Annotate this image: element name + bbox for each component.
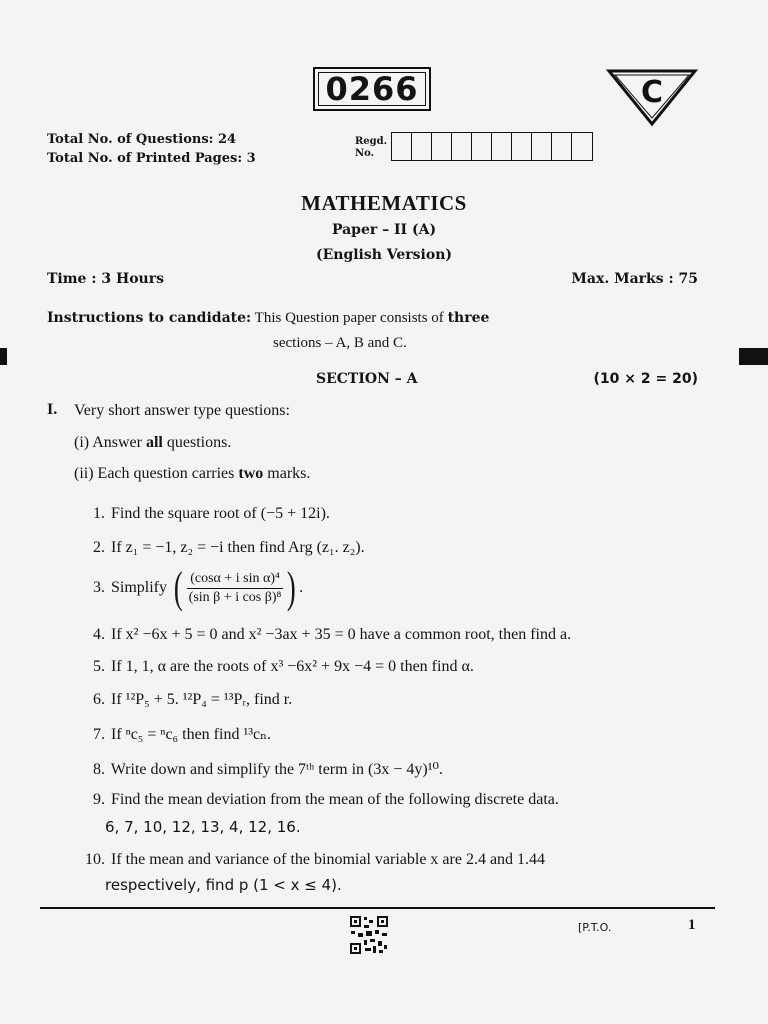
regd-label-line1: Regd. [355, 136, 388, 147]
instructions-label: Instructions to candidate: [47, 310, 252, 326]
question-8 [73, 759, 703, 779]
regd-digit-box[interactable] [452, 133, 472, 160]
question-text: Find the square root of (−5 + 12i). [111, 505, 330, 522]
regd-digit-box[interactable] [572, 133, 592, 160]
question-number: 5. [93, 658, 105, 675]
question-4 [73, 626, 703, 644]
fraction-expression [171, 563, 304, 612]
regd-digit-box[interactable] [512, 133, 532, 160]
question-text: If ¹²P₅ + 5. ¹²P₄ = ¹³Pᵣ, find r. [111, 691, 293, 708]
question-number: 10. [85, 851, 105, 868]
paper-code-box [313, 67, 431, 111]
subject-title: MATHEMATICS [301, 191, 467, 215]
question-1 [73, 505, 703, 523]
question-number: 9. [93, 791, 105, 808]
registration-mark-right [739, 348, 768, 365]
instructions-text-a: This Question paper consists of [251, 310, 448, 326]
max-marks: Max. Marks : 75 [571, 271, 698, 287]
set-letter: C [640, 75, 664, 110]
question-5 [73, 658, 703, 676]
sub-instruction-2 [74, 465, 310, 483]
regd-label [355, 136, 387, 160]
sub2-bold: two [238, 465, 264, 482]
question-text: If z₁ = −1, z₂ = −i then find Arg (z₁. z₂). [111, 539, 365, 556]
version-label: (English Version) [315, 247, 453, 263]
instructions-line1 [47, 310, 489, 327]
question-text: If x² −6x + 5 = 0 and x² −3ax + 35 = 0 have a common root, then find a. [111, 626, 572, 643]
question-number: 8. [93, 761, 105, 778]
paper-label: Paper – II (A) [331, 222, 437, 238]
question-suffix: . [299, 579, 304, 596]
question-7 [73, 724, 703, 744]
question-text: Find the mean deviation from the mean of the following discrete data. [111, 791, 559, 808]
question-10 [73, 851, 703, 869]
regd-digit-box[interactable] [432, 133, 452, 160]
part-number: I. [47, 401, 58, 418]
regd-digit-box[interactable] [412, 133, 432, 160]
right-paren: ) [287, 563, 297, 612]
question-text: If ⁿc₅ = ⁿc₆ then find ¹³cₙ. [111, 726, 272, 743]
sub1-suffix: questions. [162, 434, 232, 451]
regd-label-line2: No. [355, 148, 375, 159]
section-marks: (10 × 2 = 20) [593, 371, 698, 387]
question-number: 1. [93, 505, 105, 522]
footer-rule [40, 907, 715, 909]
total-pages: Total No. of Printed Pages: 3 [47, 151, 256, 166]
sub2-prefix: (ii) Each question carries [74, 465, 239, 482]
question-number: 4. [93, 626, 105, 643]
question-number: 3. [93, 579, 105, 596]
question-3 [73, 563, 703, 612]
fraction-denominator: (sin β + i cos β)⁸ [188, 589, 282, 605]
question-text: If 1, 1, α are the roots of x³ −6x² + 9x −4 = 0 then find α. [111, 658, 474, 675]
regd-number-boxes [391, 132, 593, 161]
question-number: 7. [93, 726, 105, 743]
total-questions: Total No. of Questions: 24 [47, 132, 237, 147]
qr-code-icon [349, 915, 389, 955]
question-6 [73, 691, 703, 709]
time-allowed: Time : 3 Hours [47, 271, 164, 287]
paper-code: 0266 [325, 70, 419, 108]
registration-mark-left [0, 348, 7, 365]
left-paren: ( [173, 563, 183, 612]
sub1-prefix: (i) Answer [74, 434, 146, 451]
question-text: If the mean and variance of the binomial variable x are 2.4 and 1.44 [111, 851, 546, 868]
fraction-numerator: (cosα + i sin α)⁴ [187, 571, 283, 589]
question-9 [73, 791, 703, 809]
sub1-bold: all [145, 434, 163, 451]
instructions-line2: sections – A, B and C. [273, 335, 407, 351]
regd-digit-box[interactable] [392, 133, 412, 160]
question-number: 2. [93, 539, 105, 556]
sub2-suffix: marks. [263, 465, 311, 482]
question-number: 6. [93, 691, 105, 708]
page-number: 1 [688, 917, 696, 933]
sub-instruction-1 [74, 434, 231, 452]
set-letter-triangle [606, 68, 698, 128]
regd-digit-box[interactable] [532, 133, 552, 160]
fraction [186, 571, 285, 606]
instructions-bold-word: three [447, 310, 490, 326]
question-10-line2: respectively, find p (1 < x ≤ 4). [105, 876, 342, 894]
regd-digit-box[interactable] [552, 133, 572, 160]
question-prefix: Simplify [111, 579, 168, 596]
pto-label: [P.T.O. [578, 921, 612, 934]
regd-digit-box[interactable] [492, 133, 512, 160]
regd-digit-box[interactable] [472, 133, 492, 160]
question-9-data: 6, 7, 10, 12, 13, 4, 12, 16. [105, 818, 301, 836]
question-2 [73, 539, 703, 557]
section-title: SECTION – A [316, 371, 418, 387]
question-text: Write down and simplify the 7ᵗʰ term in (3x − 4y)¹⁰. [110, 761, 443, 778]
part-intro: Very short answer type questions: [74, 402, 290, 419]
